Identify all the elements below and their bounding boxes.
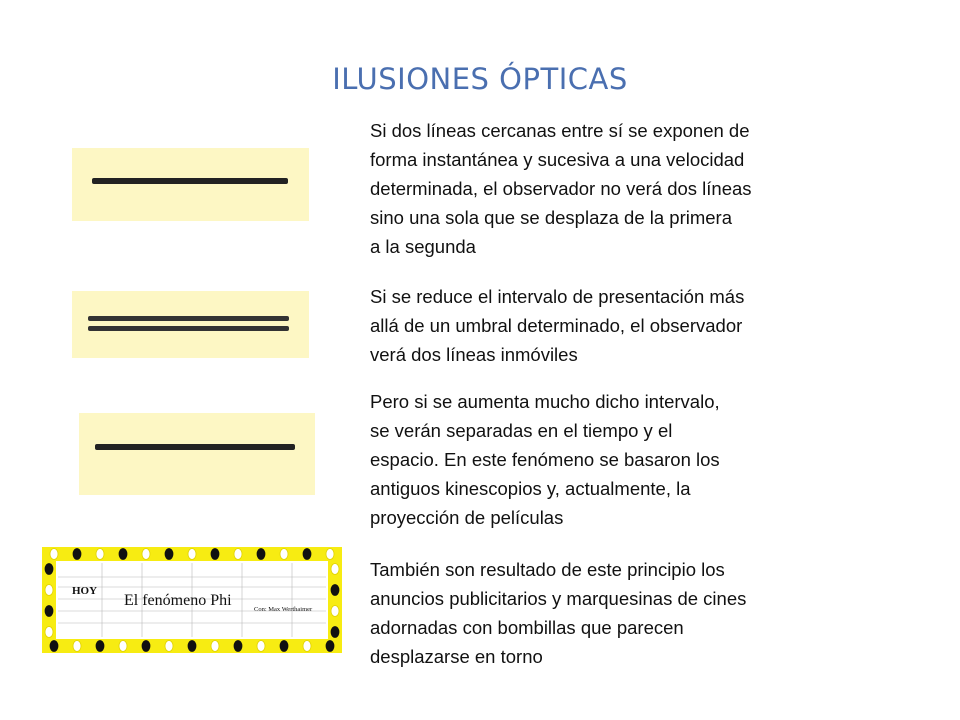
marquee-bulb <box>234 549 242 560</box>
stationary-line-top <box>88 316 289 321</box>
marquee-bulb <box>188 641 196 652</box>
marquee-bulb <box>119 641 127 652</box>
marquee-bulb <box>257 549 265 560</box>
marquee-bulb <box>331 627 339 638</box>
illustration-single-line <box>72 148 309 221</box>
stationary-line-bottom <box>88 326 289 331</box>
marquee-bulb <box>73 549 81 560</box>
marquee-bulb <box>119 549 127 560</box>
marquee-bulb <box>331 585 339 596</box>
paragraph-phi-motion: Si dos líneas cercanas entre sí se exponen de forma instantánea y sucesiva a una velocidad determinada, el observador no verá dos líneas sino una sola que se desplaza de la primera a la segunda <box>370 120 752 257</box>
slide-title: ILUSIONES ÓPTICAS <box>332 62 628 96</box>
marquee-bulb <box>211 641 219 652</box>
marquee-bulb <box>303 641 311 652</box>
paragraph-marquee: También son resultado de este principio los anuncios publicitarios y marquesinas de cines adornadas con bombillas que parecen desplazarse en torno <box>370 559 747 667</box>
marquee-bulb <box>326 549 334 560</box>
marquee-bulb <box>257 641 265 652</box>
illustration-two-lines <box>72 291 309 358</box>
marquee-bulb <box>326 641 334 652</box>
marquee-bulb <box>45 585 53 596</box>
marquee-title: El fenómeno Phi <box>124 592 232 609</box>
marquee-bulb <box>50 549 58 560</box>
marquee-bulb <box>45 606 53 617</box>
marquee-bulb <box>280 549 288 560</box>
marquee-bulb <box>165 641 173 652</box>
marquee-bulb <box>50 641 58 652</box>
marquee-bulb <box>165 549 173 560</box>
marquee-bulb <box>73 641 81 652</box>
marquee-bulb <box>234 641 242 652</box>
marquee-bulb <box>280 641 288 652</box>
paragraph-separated: Pero si se aumenta mucho dicho intervalo, se verán separadas en el tiempo y el espacio. En este fenómeno se basaron los antiguos kinescopios y, actualmente, la proyección de películas <box>370 391 720 528</box>
marquee-bulb <box>142 549 150 560</box>
illustration-separated-line <box>79 413 315 495</box>
separated-line <box>95 444 295 450</box>
marquee-bulb <box>188 549 196 560</box>
marquee-illustration <box>42 547 342 653</box>
paragraph-stationary: Si se reduce el intervalo de presentación más allá de un umbral determinado, el observador verá dos líneas inmóviles <box>370 286 745 365</box>
marquee-bulb <box>211 549 219 560</box>
moving-line <box>92 178 288 184</box>
marquee-bulb <box>142 641 150 652</box>
marquee-credit: Con: Max Werthaimer <box>254 606 313 613</box>
marquee-bulb <box>96 641 104 652</box>
marquee-bulb <box>331 564 339 575</box>
marquee-bulb <box>45 627 53 638</box>
marquee-bulb <box>331 606 339 617</box>
marquee-bulb <box>45 564 53 575</box>
marquee-bulb <box>96 549 104 560</box>
marquee-bulb <box>303 549 311 560</box>
marquee-today-label: HOY <box>72 585 98 597</box>
